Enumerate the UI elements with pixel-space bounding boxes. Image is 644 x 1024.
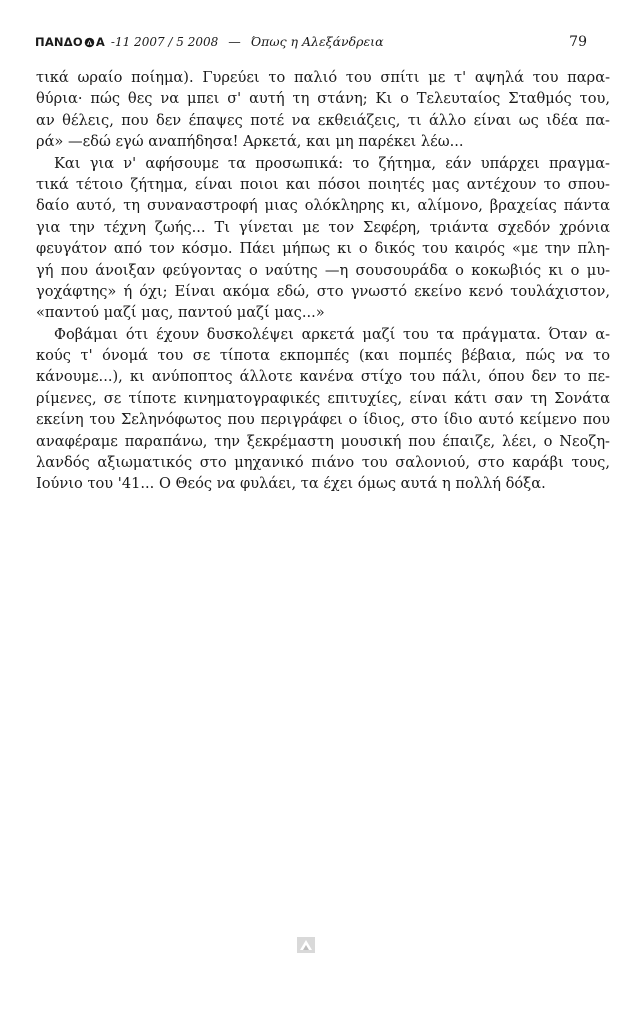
text-line: ρίμενες, σε τίποτε κινηματογραφικές επιτυχίες, είναι κάτι σαν τη Σονάτα <box>36 389 610 407</box>
text-line: κάνουμε...), κι ανύποπτος άλλοτε κανένα στίχο του πάλι, όπου δεν το πε- <box>36 368 610 386</box>
brand-logo-icon <box>84 37 95 48</box>
text-line: κούς τ' όνομά του σε τίποτα εκπομπές (και πομπές βέβαια, πώς να το <box>36 347 610 365</box>
body-text <box>36 67 610 495</box>
text-line: τικά τέτοιο ζήτημα, είναι ποιοι και πόσοι ποιητές μας αντέχουν το σπου- <box>36 175 610 193</box>
text-line: αναφέραμε παραπάνω, την ξεκρέμαστη μουσική που έπαιζε, λέει, ο Νεοζη- <box>36 432 610 450</box>
text-line: για την τέχνη ζωής... Τι γίνεται με τον Σεφέρη, τριάντα σχεδόν χρόνια <box>36 218 610 236</box>
issue-number: -11 2007 / 5 2008 <box>110 35 219 49</box>
text-line: Ιούνιο του '41... Ο Θεός να φυλάει, τα έχει όμως αυτά η πολλή δόξα. <box>36 475 546 493</box>
brand-prefix: ΠΑΝΔΟ <box>35 35 83 49</box>
paragraph <box>36 153 610 324</box>
text-line: Και για ν' αφήσουμε τα προσωπικά: το ζήτημα, εάν υπάρχει πραγμα- <box>54 154 610 172</box>
text-line: εκείνη του Σεληνόφωτος που περιγράφει ο ίδιος, στο ίδιο αυτό κείμενο που <box>36 411 610 429</box>
text-line: θύρια· πώς θες να μπει σ' αυτή τη στάνη; Κι ο Τελευταίος Σταθμός του, <box>36 90 610 108</box>
text-line: φευγάτον από τον κόσμο. Πάει μήπως κι ο δικός του καιρός «με την πλη- <box>36 240 610 258</box>
publisher-mark-icon <box>297 937 315 953</box>
text-line: ρά» —εδώ εγώ αναπήδησα! Αρκετά, και μη παρέκει λέω... <box>36 133 464 151</box>
text-line: Φοβάμαι ότι έχουν δυσκολέψει αρκετά μαζί του τα πράγματα. Όταν α- <box>54 325 610 343</box>
text-line: αν θέλεις, που δεν έπαψες ποτέ να εκθειάζεις, τι άλλο είναι ως ιδέα πα- <box>36 111 610 129</box>
running-title: Όπως η Αλεξάνδρεια <box>250 34 384 49</box>
running-header <box>35 34 615 56</box>
text-line: λανδός αξιωματικός στο μηχανικό πιάνο του σαλονιού, στο καράβι τους, <box>36 454 610 472</box>
text-line: δαίο αυτό, τη συναναστροφή μιας ολόκληρης κι, αλίμονο, βραχείας πάντα <box>36 197 610 215</box>
text-line: γοχάφτης» ή όχι; Είναι ακόμα εδώ, στο γνωστό εκείνο κενό τουλάχιστον, <box>36 282 610 300</box>
text-line: γή που άνοιξαν φεύγοντας ο ναύτης —η σουσουράδα ο κοκωβιός κι ο μυ- <box>36 261 610 279</box>
header-separator: — <box>228 34 241 49</box>
text-line: «παντού μαζί μας, παντού μαζί μας...» <box>36 304 325 322</box>
text-line: τικά ωραίο ποίημα). Γυρεύει το παλιό του σπίτι με τ' αψηλά του παρα- <box>36 69 610 86</box>
page-number: 79 <box>569 34 587 50</box>
brand-suffix: Α <box>95 35 105 49</box>
paragraph <box>36 67 610 153</box>
paragraph <box>36 324 610 495</box>
journal-brand <box>35 35 105 49</box>
